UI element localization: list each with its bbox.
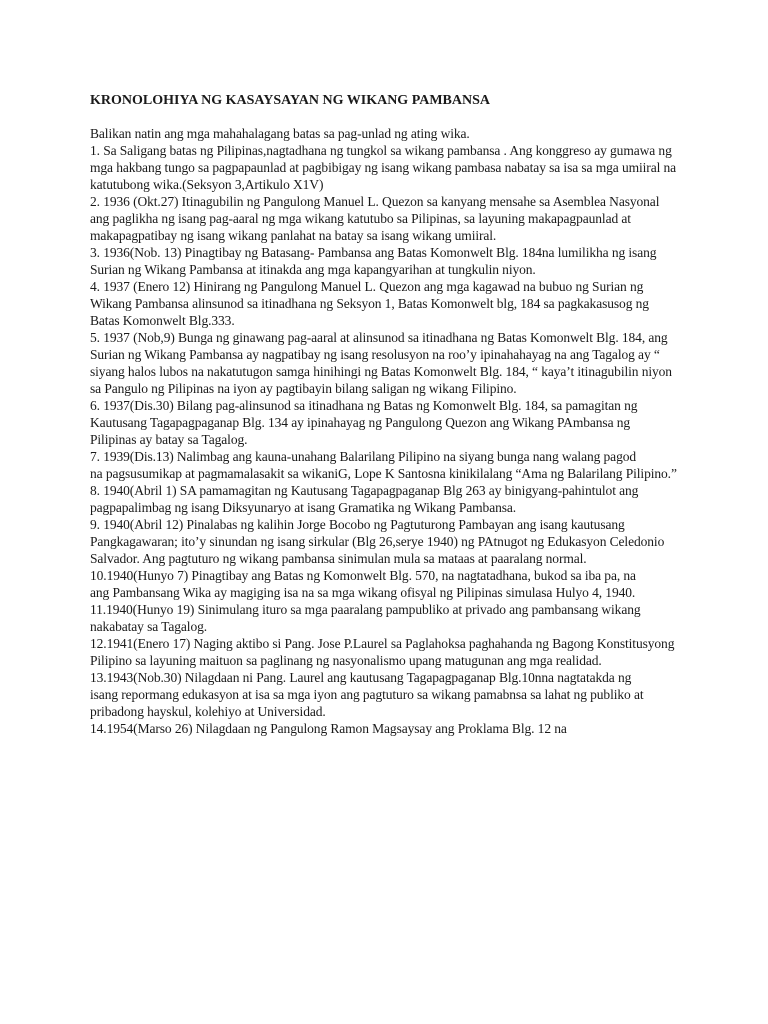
chronology-item-3: 3. 1936(Nob. 13) Pinagtibay ng Batasang- Pambansa ang Batas Komonwelt Blg. 184na lumilikha ng isang Surian ng Wikang Pambansa at itinakda ang mga kapangyarihan at tungkulin niyon. <box>90 245 657 277</box>
chronology-item-1: 1. Sa Saligang batas ng Pilipinas,nagtadhana ng tungkol sa wikang pambansa . Ang konggreso ay gumawa ng mga hakbang tungo sa pagpapaunlad at pagbibigay ng isang wikang pambasa nabatay sa isa sa mga umiiral na katutubong wika.(Seksyon 3,Artikulo X1V) <box>90 143 677 192</box>
chronology-item-12: 12.1941(Enero 17) Naging aktibo si Pang. Jose P.Laurel sa Paglahoksa paghahanda ng Bagong Konstitusyong Pilipino sa layuning maituon sa paglinang ng nasyonalismo upang matugunan ang mga realidad. <box>90 636 675 668</box>
chronology-item-8: 8. 1940(Abril 1) SA pamamagitan ng Kautusang Tagapagpaganap Blg 263 ay binigyang-pahintulot ang pagpapalimbag ng isang Diksyunaryo at isang Gramatika ng Wikang Pambansa. <box>90 483 639 515</box>
chronology-item-13: 13.1943(Nob.30) Nilagdaan ni Pang. Laurel ang kautusang Tagapagpaganap Blg.10nna nagtatakda ng isang repormang edukasyon at isa sa mga iyon ang pagtuturo sa wikang pamabnsa sa lahat ng publiko at pribadong hayskul, kolehiyo at Universidad. <box>90 670 644 719</box>
document-title: KRONOLOHIYA NG KASAYSAYAN NG WIKANG PAMBANSA <box>90 93 490 108</box>
chronology-item-11: 11.1940(Hunyo 19) Sinimulang ituro sa mga paaralang pampubliko at privado ang pambansang wikang nakabatay sa Tagalog. <box>90 602 641 634</box>
chronology-item-4: 4. 1937 (Enero 12) Hinirang ng Pangulong Manuel L. Quezon ang mga kagawad na bubuo ng Surian ng Wikang Pambansa alinsunod sa itinadhana ng Seksyon 1, Batas Komonwelt blg, 184 sa pagkakasusog ng Batas Komonwelt Blg.333. <box>90 279 649 328</box>
chronology-item-2: 2. 1936 (Okt.27) Itinagubilin ng Pangulong Manuel L. Quezon sa kanyang mensahe sa Asemblea Nasyonal ang paglikha ng isang pag-aaral ng mga wikang katutubo sa Pilipinas, sa layuning makapagpaunlad at makapagpatibay ng isang wikang panlahat na batay sa isang wikang umiiral. <box>90 194 660 243</box>
document-page <box>90 92 678 737</box>
chronology-item-5: 5. 1937 (Nob,9) Bunga ng ginawang pag-aaral at alinsunod sa itinadhana ng Batas Komonwelt Blg. 184, ang Surian ng Wikang Pambansa ay nagpatibay ng isang resolusyon na roo’y ipinahahayag na ang Tagalog ay “ siyang halos lubos na nakatutugon samga hinihingi ng Batas Komonwelt Blg. 184, “ kaya’t itinagubilin niyon sa Pangulo ng Pilipinas na iyon ay pagtibayin bilang saligan ng wikang Filipino. <box>90 330 672 396</box>
chronology-item-6: 6. 1937(Dis.30) Bilang pag-alinsunod sa itinadhana ng Batas ng Komonwelt Blg. 184, sa pamagitan ng Kautusang Tagapagpaganap Blg. 134 ay ipinahayag ng Pangulong Quezon ang Wikang PAmbansa ng Pilipinas ay batay sa Tagalog. <box>90 398 638 447</box>
chronology-item-7: 7. 1939(Dis.13) Nalimbag ang kauna-unahang Balarilang Pilipino na siyang bunga nang walang pagod na pagsusumikap at pagmamalasakit sa wikaniG, Lope K Santosna kinikilalang “Ama ng Balarilang Pilipino.” <box>90 449 677 481</box>
chronology-item-14: 14.1954(Marso 26) Nilagdaan ng Pangulong Ramon Magsaysay ang Proklama Blg. 12 na <box>90 721 567 736</box>
intro-paragraph: Balikan natin ang mga mahahalagang batas sa pag-unlad ng ating wika. <box>90 126 470 141</box>
chronology-item-10: 10.1940(Hunyo 7) Pinagtibay ang Batas ng Komonwelt Blg. 570, na nagtatadhana, bukod sa iba pa, na ang Pambansang Wika ay magiging isa na sa mga wikang ofisyal ng Pilipinas simulasa Hulyo 4, 1940. <box>90 568 636 600</box>
chronology-item-9: 9. 1940(Abril 12) Pinalabas ng kalihin Jorge Bocobo ng Pagtuturong Pambayan ang isang kautusang Pangkagawaran; ito’y sinundan ng isang sirkular (Blg 26,serye 1940) ng PAtnugot ng Edukasyon Celedonio Salvador. Ang pagtuturo ng wikang pambansa sinimulan mula sa mataas at paaralang normal. <box>90 517 665 566</box>
